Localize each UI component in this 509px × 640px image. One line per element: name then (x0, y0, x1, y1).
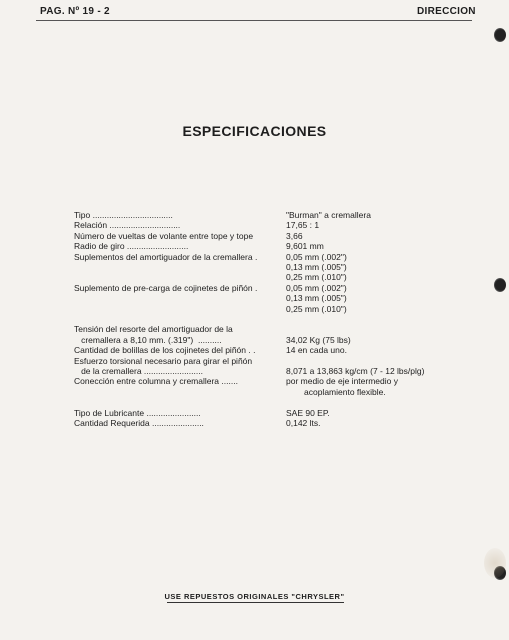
specifications-table (74, 210, 425, 429)
spec-value-line: 34,02 Kg (75 lbs) (286, 334, 351, 345)
spec-label-line: cremallera a 8,10 mm. (.319") .......... (74, 334, 222, 345)
spec-label-line: de la cremallera ......................... (74, 366, 203, 377)
spec-label: Tipo de Lubricante ....................... (74, 407, 201, 418)
spec-value-line: 0,25 mm (.010") (286, 272, 347, 283)
spec-row-relacion (74, 220, 404, 230)
spec-label: Cantidad de bolillas de los cojinetes del piñón . . (74, 345, 256, 356)
spec-row-vueltas (74, 231, 404, 241)
spec-row-conexion (74, 376, 404, 397)
footer-note: USE REPUESTOS ORIGINALES "CHRYSLER" (164, 592, 345, 601)
header-divider (36, 20, 472, 21)
spec-value: 14 en cada uno. (286, 345, 347, 356)
spec-value: 3,66 (286, 230, 303, 241)
spec-row-radio (74, 241, 404, 251)
spec-value (286, 356, 424, 377)
spec-value-line: 0,13 mm (.005") (286, 262, 347, 273)
spec-row-tipo (74, 210, 404, 220)
binder-hole-icon (494, 28, 506, 42)
spec-value-line: 0,25 mm (.010") (286, 303, 347, 314)
spec-label: Relación .............................. (74, 220, 181, 231)
footer-underline (167, 602, 344, 603)
spec-value: 17,65 : 1 (286, 220, 320, 231)
spec-label: Cantidad Requerida ...................... (74, 418, 204, 429)
spec-label (74, 356, 286, 377)
spec-value: SAE 90 EP. (286, 407, 330, 418)
spec-value (286, 283, 404, 314)
spec-row-cantidad (74, 418, 404, 428)
spec-row-precarga (74, 283, 404, 314)
spec-value (286, 376, 404, 397)
spacer (74, 397, 404, 407)
spec-label: Suplemento de pre-carga de cojinetes de piñón . (74, 282, 258, 293)
spec-label: Radio de giro .......................... (74, 241, 189, 252)
spec-row-tension (74, 324, 404, 345)
spec-label: Suplementos del amortiguador de la cremallera . (74, 251, 258, 262)
spec-value-line: 0,13 mm (.005") (286, 293, 347, 304)
spec-value-line: por medio de eje intermedio y (286, 376, 398, 387)
section-title: DIRECCION (417, 6, 476, 17)
spec-label (74, 324, 286, 345)
spacer (74, 314, 404, 324)
spec-label: Número de vueltas de volante entre tope y tope (74, 230, 254, 241)
spec-value (286, 252, 404, 283)
spec-value-line: 0,05 mm (.002") (286, 282, 347, 293)
spec-value-line: acoplamiento flexible. (304, 386, 386, 397)
paper-stain (484, 548, 506, 578)
spec-label: Conección entre columna y cremallera ....... (74, 376, 238, 387)
binder-hole-icon (494, 278, 506, 292)
page-number: PAG. Nº 19 - 2 (40, 6, 110, 17)
spec-value: 9,601 mm (286, 241, 324, 252)
spec-label-line: Tensión del resorte del amortiguador de la (74, 324, 233, 335)
page-title: ESPECIFICACIONES (182, 123, 327, 139)
spec-row-lubricante (74, 408, 404, 418)
spec-value-line: 0,05 mm (.002'') (286, 251, 347, 262)
spec-value: "Burman" a cremallera (286, 210, 371, 220)
spec-label: Tipo .................................. (74, 210, 173, 220)
spec-value-line: 8,071 a 13,863 kg/cm (7 - 12 lbs/plg) (286, 366, 425, 377)
spec-value: 0,142 lts. (286, 418, 321, 429)
spec-value (286, 324, 404, 345)
spec-row-suplementos (74, 252, 404, 283)
spec-row-bolillas (74, 345, 404, 355)
spec-row-esfuerzo (74, 355, 425, 377)
spec-label-line: Esfuerzo torsional necesario para girar el piñón (74, 355, 253, 366)
